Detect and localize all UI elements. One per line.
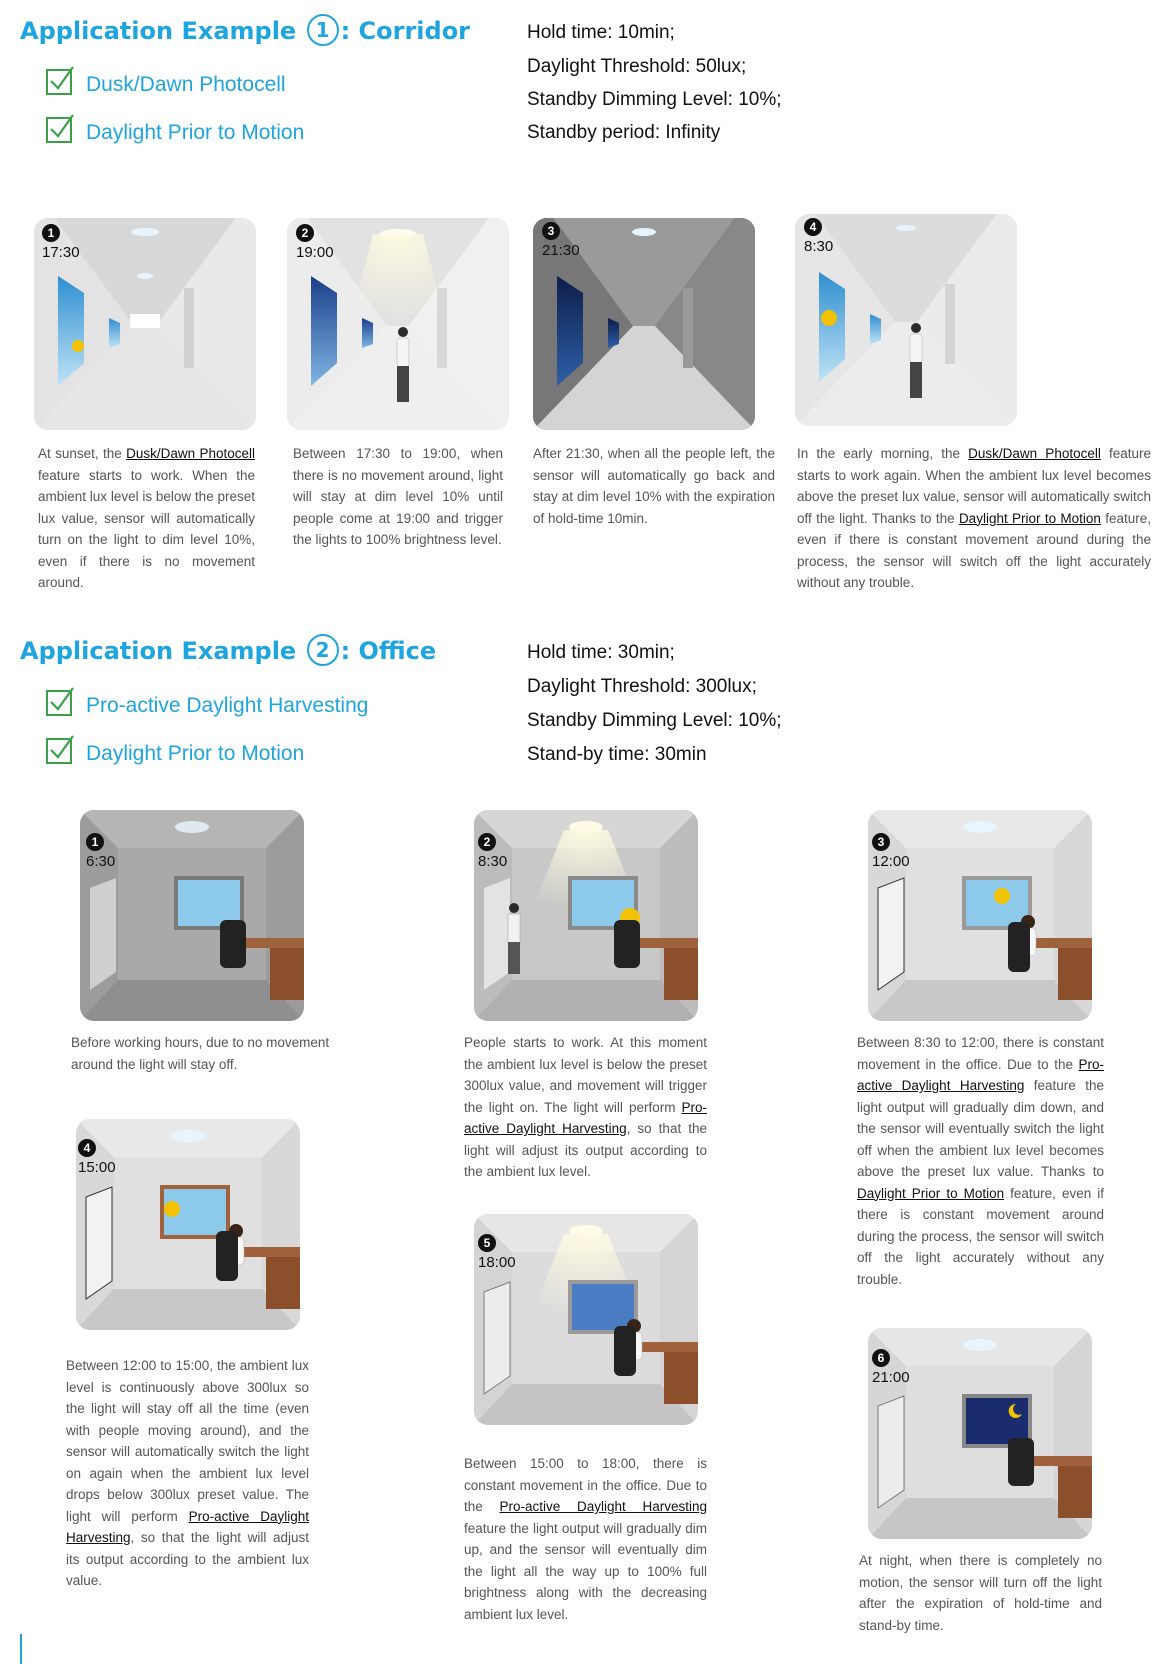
feature-link-text: Pro-active Daylight Harvesting xyxy=(464,1099,707,1136)
feature-link-text: Pro-active Daylight Harvesting xyxy=(499,1499,707,1514)
office-step-3-tag: 3 12:00 xyxy=(872,835,910,870)
office-title: Application Example 2 : Office xyxy=(20,634,436,666)
param-dimming-level: Standby Dimming Level: 10%; xyxy=(527,89,782,110)
feature-check-daylight-harvesting: Pro-active Daylight Harvesting xyxy=(46,690,368,718)
param-office-dimming-level: Standby Dimming Level: 10%; xyxy=(527,710,782,731)
checkbox-checked-icon xyxy=(46,117,72,143)
feature-link-text: Pro-active Daylight Harvesting xyxy=(66,1508,309,1545)
feature-check-daylight-prior-office: Daylight Prior to Motion xyxy=(46,738,304,766)
checkbox-checked-icon xyxy=(46,69,72,95)
feature-link-text: Daylight Prior to Motion xyxy=(857,1185,1005,1201)
office-step-5-desc: Between 15:00 to 18:00, there is constant movement in the office. Due to the Pro-active Daylight Harvesting feature the light output will gradually dim up, and the sensor will eventually dim the light all the way up to 100% full brightness along with the decreasing ambient lux level. xyxy=(464,1456,707,1622)
corridor-step-4-desc: In the early morning, the Dusk/Dawn Photocell feature starts to work again. When the ambient lux level becomes above the preset lux value, sensor will automatically switch off the light. Thanks to the Daylight Prior to Motion feature, even if there is constant movement around during the process, the sensor will switch off the light accurately without any trouble. xyxy=(797,446,1152,590)
feature-link-text: Dusk/Dawn Photocell xyxy=(126,446,255,461)
office-step-1-tag: 1 6:30 xyxy=(86,835,116,870)
corridor-step-2-tag: 2 19:00 xyxy=(296,226,334,261)
param-office-hold-time: Hold time: 30min; xyxy=(527,642,675,663)
feature-check-dusk-dawn: Dusk/Dawn Photocell xyxy=(46,69,286,97)
corridor-step-2-desc: Between 17:30 to 19:00, when there is no movement around, light will stay at dim level 10% until people come at 19:00 and trigger the lights to 100% brightness level. xyxy=(293,446,503,547)
feature-check-daylight-prior: Daylight Prior to Motion xyxy=(46,117,304,145)
office-step-3-desc: Between 8:30 to 12:00, there is constant movement in the office. Due to the Pro-active Daylight Harvesting feature the light output will gradually dim down, and the sensor will eventually switch the light off when the ambient lux level becomes above the preset lux value. Thanks to Daylight Prior to Motion feature, even if there is constant movement around during the process, the sensor will switch off the light accurately without any trouble. xyxy=(857,1035,1104,1287)
corridor-step-1-tag: 1 17:30 xyxy=(42,226,80,261)
param-standby-period: Standby period: Infinity xyxy=(527,122,721,143)
checkbox-checked-icon xyxy=(46,738,72,764)
corridor-step-4-tag: 4 8:30 xyxy=(804,220,834,255)
office-step-4-desc: Between 12:00 to 15:00, the ambient lux level is continuously above 300lux so the light will stay off all the time (even with people moving around), and the sensor will automatically switch the light on again when the ambient lux level drops below 300lux preset value. The light will perform Pro-active Daylight Harvesting, so that the light will adjust its output according to the ambient lux value. xyxy=(66,1358,309,1588)
corridor-step-3-desc: After 21:30, when all the people left, the sensor will automatically go back and stay at dim level 10% with the expiration of hold-time 10min. xyxy=(533,446,775,526)
office-step-2-desc: People starts to work. At this moment the ambient lux level is below the preset 300lux value, and movement will trigger the light on. The light will perform Pro-active Daylight Harvesting, so that the light will adjust its output according to the ambient lux level. xyxy=(464,1035,707,1179)
feature-link-text: Pro-active Daylight Harvesting xyxy=(857,1056,1104,1093)
feature-link-text: Daylight Prior to Motion xyxy=(958,510,1101,526)
page-edge-marker xyxy=(20,1634,22,1664)
corridor-step-3-tag: 3 21:30 xyxy=(542,224,580,259)
corridor-step-1-desc: At sunset, the Dusk/Dawn Photocell feature starts to work. When the ambient lux level is below the preset lux value, sensor will automatically turn on the light to dim level 10%, even if there is no movement around. xyxy=(38,446,255,590)
checkbox-checked-icon xyxy=(46,690,72,716)
feature-link-text: Dusk/Dawn Photocell xyxy=(968,446,1101,461)
office-step-4-tag: 4 15:00 xyxy=(78,1141,116,1176)
office-step-6-desc: At night, when there is completely no motion, the sensor will turn off the light after the expiration of hold-time and stand-by time. xyxy=(859,1553,1102,1633)
office-scene-2 xyxy=(474,810,698,1021)
param-hold-time: Hold time: 10min; xyxy=(527,22,675,43)
office-step-2-tag: 2 8:30 xyxy=(478,835,508,870)
param-office-daylight-threshold: Daylight Threshold: 300lux; xyxy=(527,676,757,697)
office-step-5-tag: 5 18:00 xyxy=(478,1236,516,1271)
param-daylight-threshold: Daylight Threshold: 50lux; xyxy=(527,56,747,77)
office-step-1-desc: Before working hours, due to no movement around the light will stay off. xyxy=(71,1035,330,1072)
param-office-standby-time: Stand-by time: 30min xyxy=(527,744,707,765)
office-step-6-tag: 6 21:00 xyxy=(872,1351,910,1386)
corridor-title: Application Example 1 : Corridor xyxy=(20,14,470,46)
